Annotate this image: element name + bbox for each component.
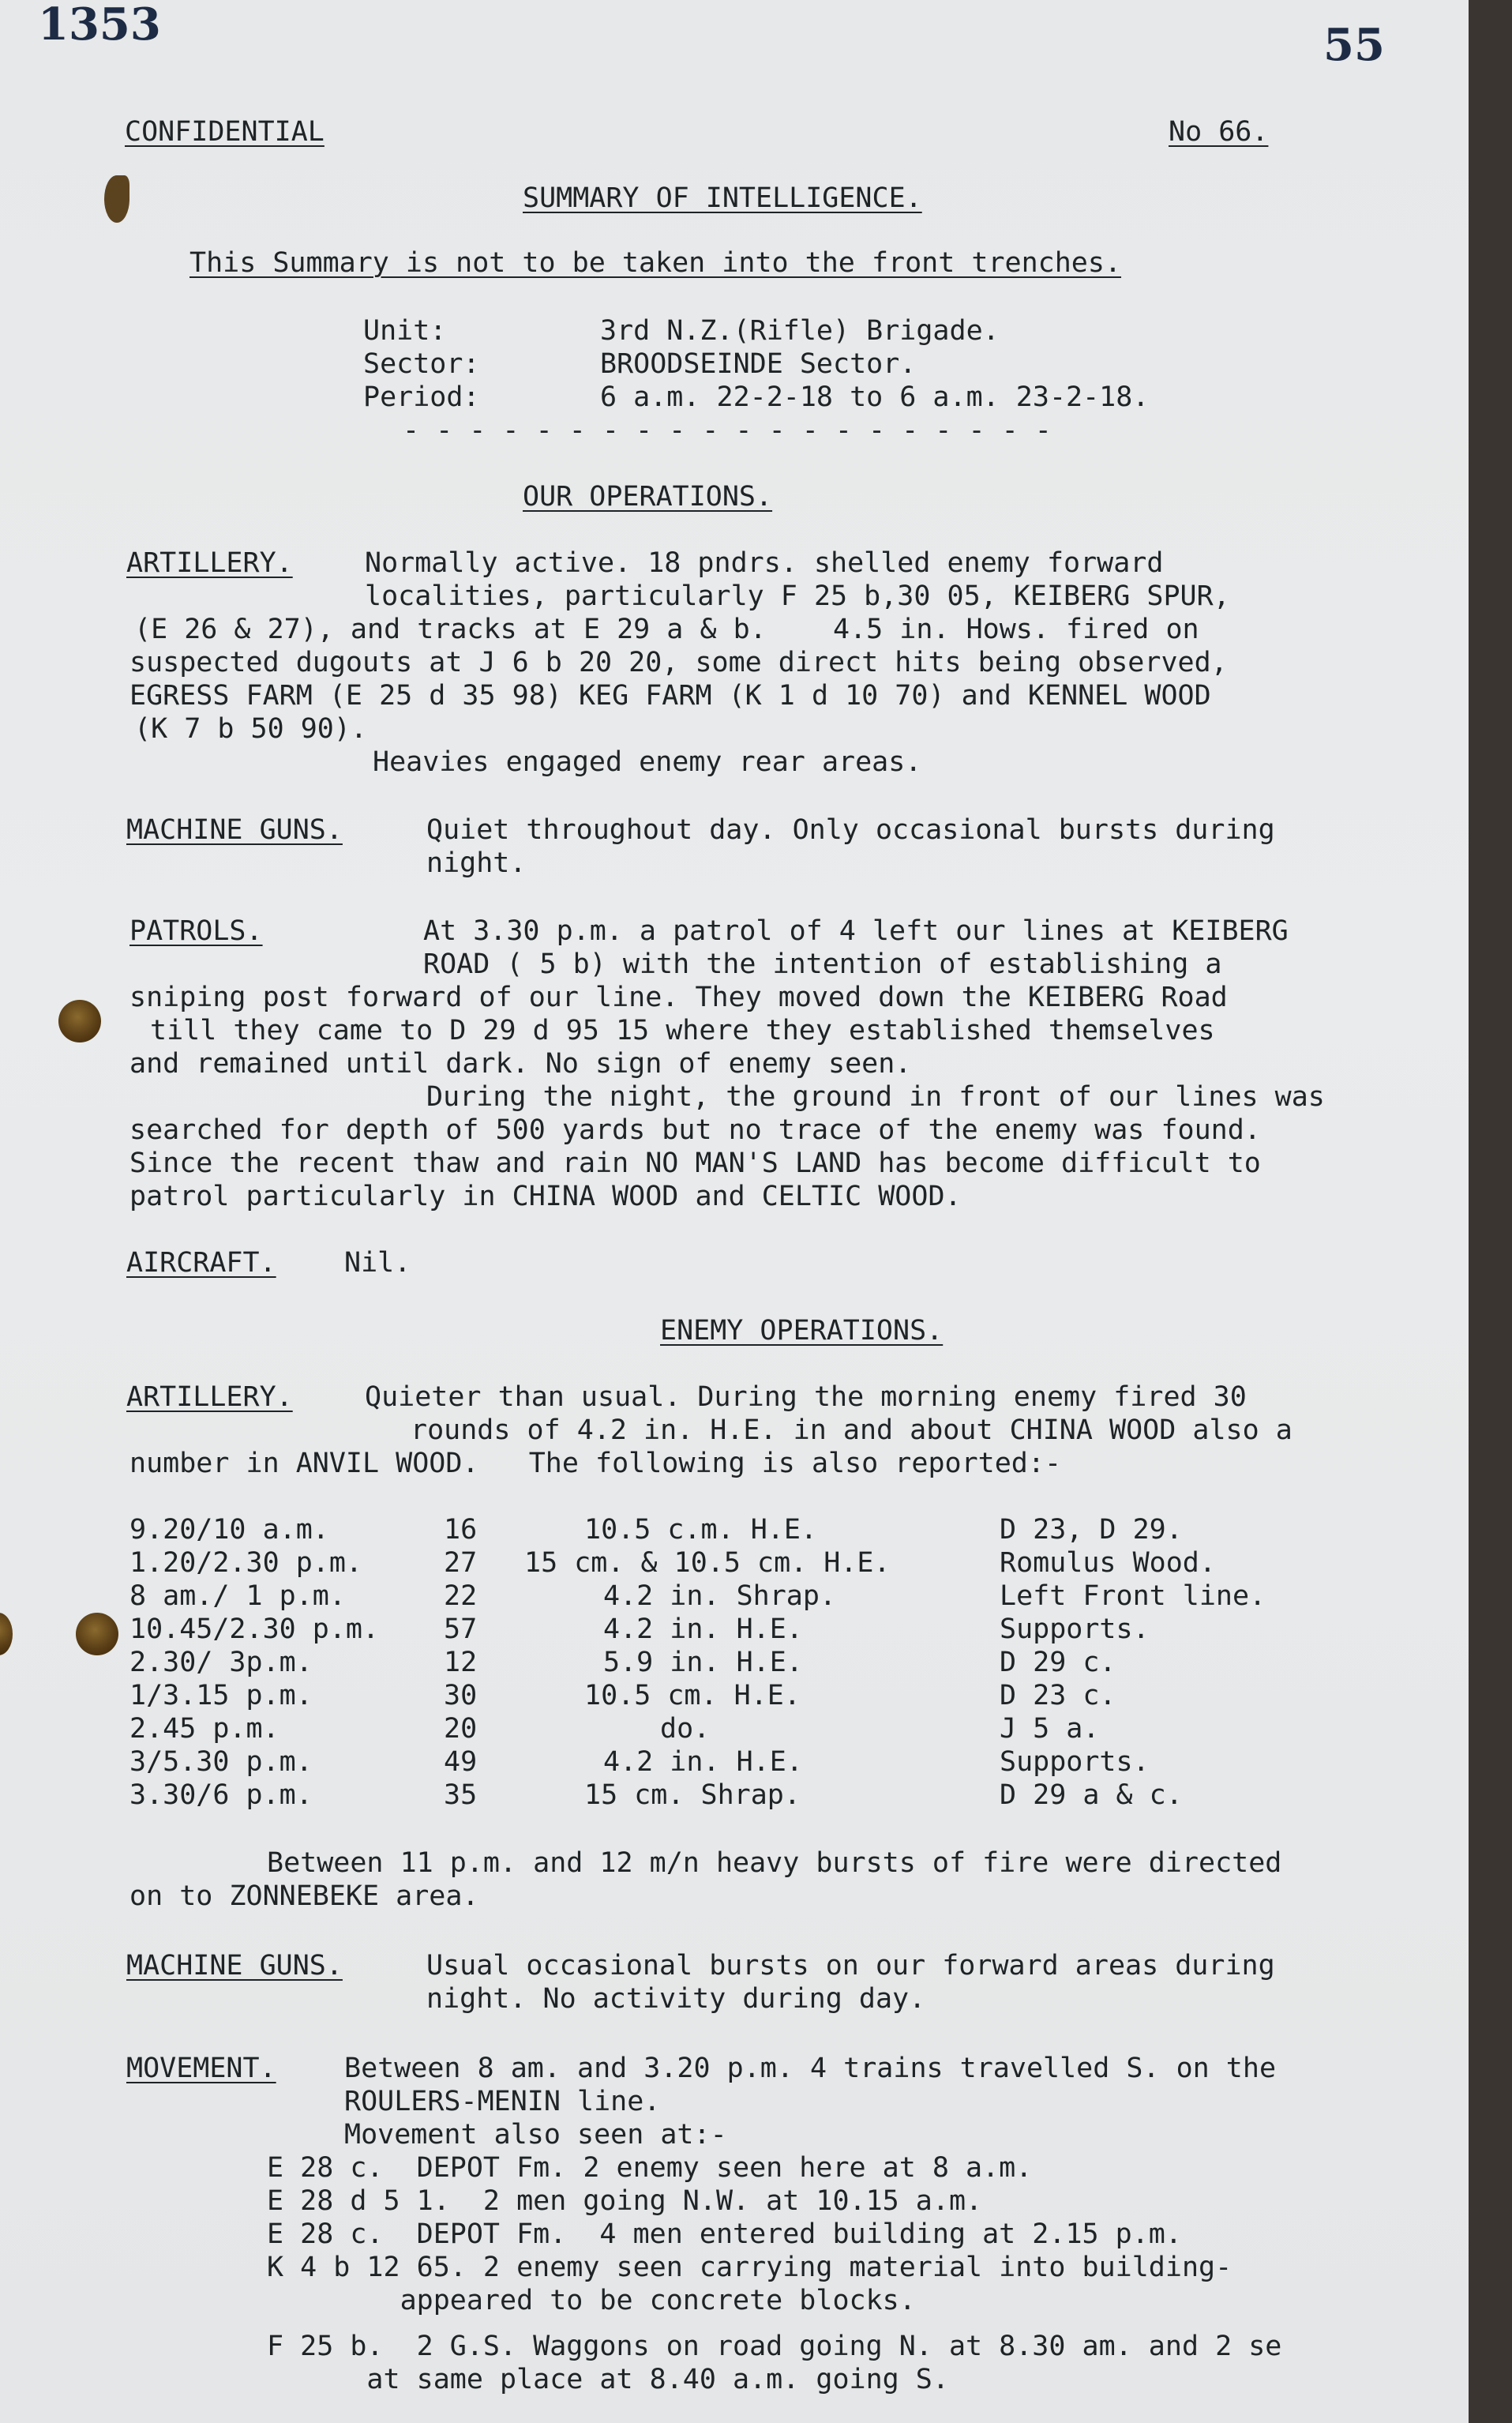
night-fire-line: Between 11 p.m. and 12 m/n heavy bursts of fire were directed — [267, 1847, 1282, 1879]
our-artillery-line: suspected dugouts at J 6 b 20 20, some direct hits being observed, — [129, 647, 1228, 678]
movement-item: K 4 b 12 65. 2 enemy seen carrying material into building- — [267, 2252, 1232, 2283]
shelling-rounds: 20 — [444, 1713, 478, 1745]
our-machine-guns-label: MACHINE GUNS. — [126, 814, 343, 846]
movement-item: E 28 c. DEPOT Fm. 4 men entered building at 2.15 p.m. — [267, 2218, 1182, 2250]
shelling-time: 3/5.30 p.m. — [129, 1746, 313, 1778]
patrols-label: PATROLS. — [129, 915, 263, 947]
patrols-line: At 3.30 p.m. a patrol of 4 left our lines at KEIBERG — [423, 915, 1289, 947]
our-artillery-label: ARTILLERY. — [126, 547, 293, 579]
enemy-artillery-line: number in ANVIL WOOD. The following is also reported:- — [129, 1448, 1062, 1479]
shelling-calibre: 10.5 c.m. H.E. — [584, 1514, 818, 1546]
enemy-operations-heading: ENEMY OPERATIONS. — [660, 1315, 944, 1347]
enemy-artillery-label: ARTILLERY. — [126, 1381, 293, 1413]
patrols-line: During the night, the ground in front of our lines was — [426, 1081, 1325, 1113]
enemy-machine-guns-line: Usual occasional bursts on our forward areas during — [426, 1950, 1275, 1982]
our-artillery-line: Heavies engaged enemy rear areas. — [373, 746, 922, 778]
shelling-calibre: 10.5 cm. H.E. — [584, 1680, 801, 1711]
movement-item: E 28 c. DEPOT Fm. 2 enemy seen here at 8 a.m. — [267, 2152, 1033, 2184]
shelling-rounds: 22 — [444, 1580, 478, 1612]
dashed-rule: - - - - - - - - - - - - - - - - - - - - — [403, 415, 1052, 446]
enemy-machine-guns-line: night. No activity during day. — [426, 1983, 926, 2015]
enemy-artillery-line: Quieter than usual. During the morning enemy fired 30 — [365, 1381, 1247, 1413]
punch-hole — [0, 1613, 13, 1655]
punch-hole — [76, 1613, 118, 1655]
shelling-location: D 23 c. — [1000, 1680, 1116, 1711]
aircraft-value: Nil. — [344, 1247, 411, 1279]
shelling-calibre: 15 cm. Shrap. — [584, 1779, 801, 1811]
our-artillery-line: (K 7 b 50 90). — [134, 713, 368, 745]
patrols-line: till they came to D 29 d 95 15 where they established themselves — [150, 1015, 1215, 1046]
report-title: SUMMARY OF INTELLIGENCE. — [523, 182, 922, 214]
movement-item: E 28 d 5 1. 2 men going N.W. at 10.15 a.m. — [267, 2185, 983, 2217]
classification: CONFIDENTIAL — [125, 116, 325, 148]
shelling-calibre: 15 cm. & 10.5 cm. H.E. — [524, 1547, 891, 1579]
patrols-line: patrol particularly in CHINA WOOD and CELTIC WOOD. — [129, 1181, 962, 1212]
patrols-line: ROAD ( 5 b) with the intention of establishing a — [423, 949, 1222, 980]
movement-intro-line: ROULERS-MENIN line. — [344, 2086, 661, 2117]
shelling-calibre: 5.9 in. H.E. — [603, 1647, 803, 1678]
shelling-time: 2.45 p.m. — [129, 1713, 280, 1745]
shelling-location: J 5 a. — [1000, 1713, 1100, 1745]
movement-item: appeared to be concrete blocks. — [267, 2285, 916, 2316]
shelling-rounds: 16 — [444, 1514, 478, 1546]
period-value: 6 a.m. 22-2-18 to 6 a.m. 23-2-18. — [600, 381, 1150, 413]
enemy-artillery-line: rounds of 4.2 in. H.E. in and about CHINA WOOD also a — [411, 1414, 1293, 1446]
movement-item: F 25 b. 2 G.S. Waggons on road going N. at 8.30 am. and 2 se — [267, 2331, 1282, 2362]
shelling-rounds: 27 — [444, 1547, 478, 1579]
period-label: Period: — [363, 381, 480, 413]
our-artillery-line: Normally active. 18 pndrs. shelled enemy forward — [365, 547, 1164, 579]
shelling-location: Left Front line. — [1000, 1580, 1266, 1612]
our-machine-guns-line: Quiet throughout day. Only occasional bursts during — [426, 814, 1275, 846]
shelling-location: D 29 a & c. — [1000, 1779, 1183, 1811]
shelling-time: 2.30/ 3p.m. — [129, 1647, 313, 1678]
sector-value: BROODSEINDE Sector. — [600, 348, 917, 380]
our-operations-heading: OUR OPERATIONS. — [523, 481, 773, 513]
shelling-rounds: 12 — [444, 1647, 478, 1678]
report-number: No 66. — [1169, 116, 1269, 148]
shelling-calibre: 4.2 in. H.E. — [603, 1746, 803, 1778]
night-fire-line: on to ZONNEBEKE area. — [129, 1880, 479, 1912]
patrols-line: and remained until dark. No sign of enemy seen. — [129, 1048, 912, 1080]
our-artillery-line: (E 26 & 27), and tracks at E 29 a & b. 4.5 in. Hows. fired on — [134, 614, 1199, 645]
unit-value: 3rd N.Z.(Rifle) Brigade. — [600, 315, 1000, 347]
enemy-machine-guns-label: MACHINE GUNS. — [126, 1950, 343, 1982]
sector-label: Sector: — [363, 348, 480, 380]
punch-hole — [58, 1000, 101, 1042]
folio-stamp-left: 1353 — [38, 0, 161, 51]
shelling-time: 10.45/2.30 p.m. — [129, 1613, 380, 1645]
our-machine-guns-line: night. — [426, 847, 527, 879]
shelling-location: Supports. — [1000, 1746, 1150, 1778]
distribution-warning: This Summary is not to be taken into the front trenches. — [189, 247, 1122, 279]
our-artillery-line: EGRESS FARM (E 25 d 35 98) KEG FARM (K 1 d 10 70) and KENNEL WOOD — [129, 680, 1211, 712]
shelling-time: 9.20/10 a.m. — [129, 1514, 329, 1546]
shelling-calibre: 4.2 in. Shrap. — [603, 1580, 837, 1612]
patrols-line: sniping post forward of our line. They moved down the KEIBERG Road — [129, 982, 1228, 1013]
shelling-time: 1/3.15 p.m. — [129, 1680, 313, 1711]
paper-tear-mark — [104, 175, 129, 223]
shelling-location: D 29 c. — [1000, 1647, 1116, 1678]
patrols-line: searched for depth of 500 yards but no trace of the enemy was found. — [129, 1114, 1261, 1146]
shelling-time: 3.30/6 p.m. — [129, 1779, 313, 1811]
unit-label: Unit: — [363, 315, 447, 347]
patrols-line: Since the recent thaw and rain NO MAN'S LAND has become difficult to — [129, 1148, 1261, 1179]
movement-intro-line: Between 8 am. and 3.20 p.m. 4 trains travelled S. on the — [344, 2053, 1277, 2084]
folio-stamp-right: 55 — [1323, 19, 1385, 71]
movement-intro-line: Movement also seen at:- — [344, 2119, 727, 2151]
shelling-time: 1.20/2.30 p.m. — [129, 1547, 363, 1579]
shelling-rounds: 49 — [444, 1746, 478, 1778]
movement-item: at same place at 8.40 a.m. going S. — [267, 2364, 949, 2395]
shelling-calibre: 4.2 in. H.E. — [603, 1613, 803, 1645]
shelling-time: 8 am./ 1 p.m. — [129, 1580, 346, 1612]
shelling-rounds: 57 — [444, 1613, 478, 1645]
shelling-rounds: 35 — [444, 1779, 478, 1811]
our-artillery-line: localities, particularly F 25 b,30 05, KEIBERG SPUR, — [365, 580, 1230, 612]
shelling-location: Supports. — [1000, 1613, 1150, 1645]
aircraft-label: AIRCRAFT. — [126, 1247, 276, 1279]
shelling-calibre: do. — [660, 1713, 711, 1745]
movement-label: MOVEMENT. — [126, 2053, 276, 2084]
shelling-location: Romulus Wood. — [1000, 1547, 1216, 1579]
shelling-rounds: 30 — [444, 1680, 478, 1711]
shelling-location: D 23, D 29. — [1000, 1514, 1183, 1546]
